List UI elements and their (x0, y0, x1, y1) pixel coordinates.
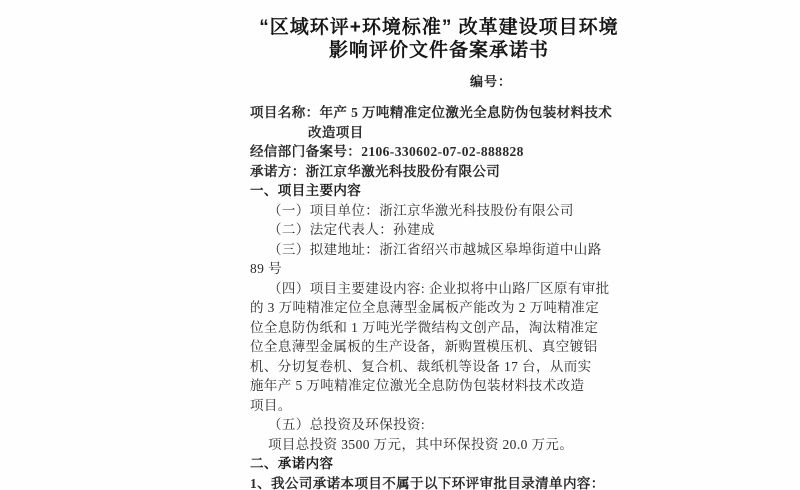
item-main-construction-content-line4: 位全息薄型金属板的生产设备，新购置模压机、真空镀铝 (250, 339, 598, 354)
document-title-line1: “区域环评+环境标准” 改革建设项目环境 (259, 17, 619, 38)
item-main-construction-content-line2: 的 3 万吨精准定位全息薄型金属板产能改为 2 万吨精准定 (250, 300, 600, 315)
document-content (250, 16, 628, 490)
field-filing-number (250, 142, 628, 162)
field-promisor-label: 承诺方： (250, 163, 306, 179)
item-construction-address: （三）拟建地址：浙江省绍兴市越城区皋埠街道中山路 (268, 241, 602, 257)
field-project-name-value-line2: 改造项目 (308, 124, 364, 140)
field-filing-number-value: 2106-330602-07-02-888828 (361, 144, 524, 159)
item-main-construction-content-line6: 施年产 5 万吨精准定位激光全息防伪包装材料技术改造 (250, 378, 585, 393)
document-title-line2: 影响评价文件备案承诺书 (328, 40, 549, 61)
document-body (250, 103, 628, 490)
item-main-construction-content-line7: 项目。 (250, 397, 292, 413)
serial-number-label: 编号： (470, 74, 513, 89)
field-promisor-value: 浙江京华激光科技股份有限公司 (305, 163, 501, 179)
item-construction-address-cont: 89 号 (250, 261, 282, 276)
field-project-name-value-line1: 年产 5 万吨精准定位激光全息防伪包装材料技术 (319, 105, 613, 120)
item-project-unit: （一）项目单位：浙江京华激光科技股份有限公司 (268, 202, 574, 218)
section2-item-1: 1、我公司承诺本项目不属于以下环评审批目录清单内容： (250, 475, 605, 490)
item-total-investment-value: 项目总投资 3500 万元，其中环保投资 20.0 万元。 (268, 436, 574, 452)
item-total-investment-heading: （五）总投资及环保投资: (268, 417, 426, 432)
item-legal-representative: （二）法定代表人：孙建成 (268, 222, 435, 237)
item-main-construction-content-line3: 位全息防伪纸和 1 万吨光学微结构文创产品，淘汰精准定 (250, 319, 599, 335)
section1-heading: 一、项目主要内容 (250, 183, 362, 198)
item-main-construction-content-line5: 机、分切复卷机、复合机、裁纸机等设备 17 台，从而实 (250, 358, 592, 374)
field-project-name (250, 103, 628, 123)
field-project-name-label: 项目名称： (250, 105, 320, 120)
field-filing-number-label: 经信部门备案号： (250, 144, 362, 159)
document-title (250, 16, 628, 62)
section2-heading: 二、承诺内容 (250, 456, 334, 471)
item-main-construction-content: （四）项目主要建设内容: 企业拟将中山路厂区原有审批 (268, 280, 610, 296)
field-promisor (250, 162, 628, 182)
